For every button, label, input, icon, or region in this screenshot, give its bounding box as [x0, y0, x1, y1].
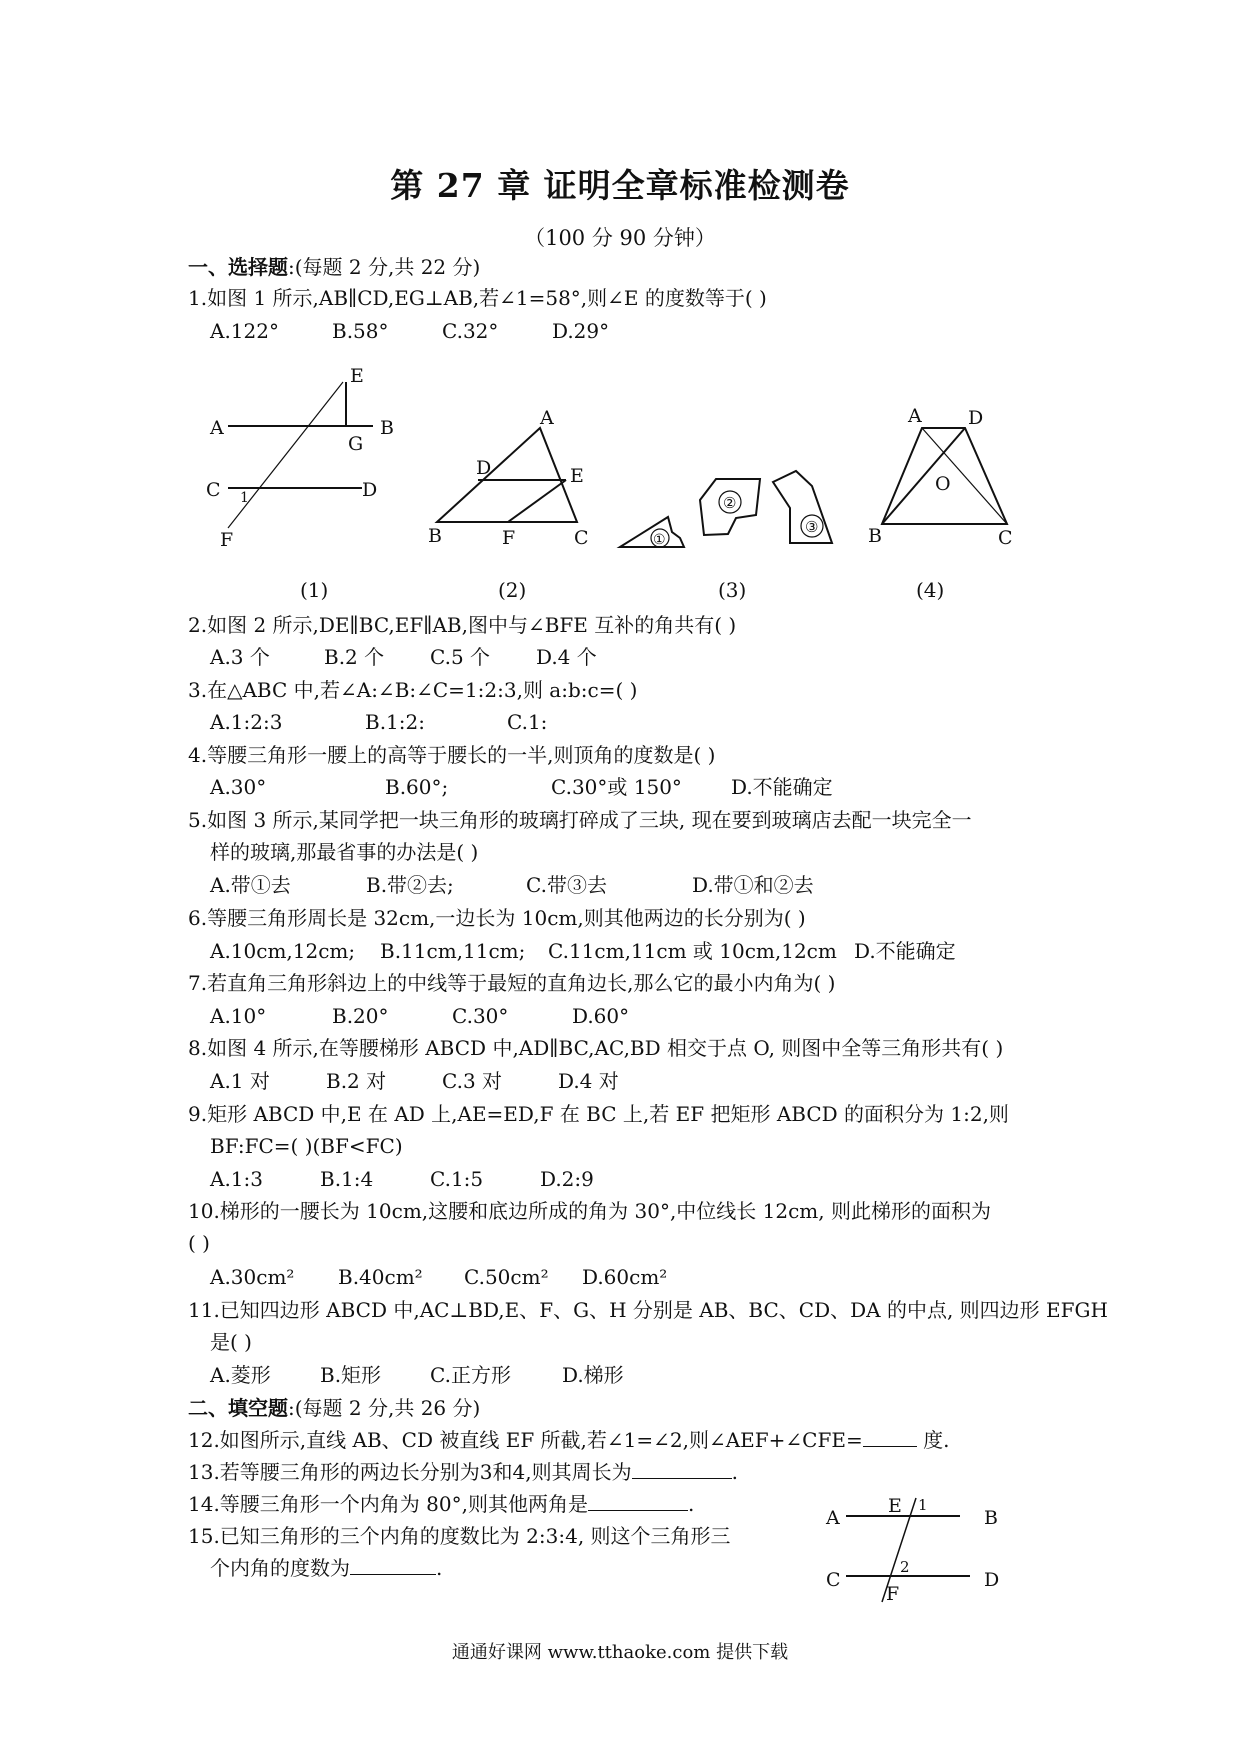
question-10-line-2: ( ) — [188, 1231, 210, 1255]
option-b: B.58° — [332, 319, 389, 343]
fig1-label-c: C — [206, 479, 221, 501]
option-c: C.5 个 — [430, 645, 491, 669]
fig12-label-1: 1 — [918, 1496, 928, 1514]
option-c: C.30°或 150° — [551, 775, 682, 799]
fig4-label-d: D — [968, 407, 984, 429]
question-15-line-2 — [210, 1553, 442, 1583]
question-12-text: 12.如图所示,直线 AB、CD 被直线 EF 所截,若∠1=∠2,则∠AEF+∠CFE= — [188, 1428, 863, 1452]
option-d: D.不能确定 — [731, 775, 833, 799]
answer-blank-12[interactable] — [863, 1426, 917, 1447]
question-2: 2.如图 2 所示,DE∥BC,EF∥AB,图中与∠BFE 互补的角共有( ) — [188, 613, 737, 637]
fig3-label-2: ② — [723, 494, 737, 512]
option-b: B.1:2: — [365, 710, 425, 734]
question-9-line-1: 9.矩形 ABCD 中,E 在 AD 上,AE=ED,F 在 BC 上,若 EF 把矩形 ABCD 的面积分为 1:2,则 — [188, 1102, 1009, 1126]
section-1-heading — [188, 252, 480, 282]
question-8: 8.如图 4 所示,在等腰梯形 ABCD 中,AD∥BC,AC,BD 相交于点 O, 则图中全等三角形共有( ) — [188, 1036, 1004, 1060]
option-c: C.3 对 — [442, 1069, 503, 1093]
fig2-line-ef — [508, 480, 566, 522]
question-9-options — [210, 1164, 594, 1194]
option-d: D.60cm² — [582, 1265, 668, 1289]
fig2-label-e: E — [570, 465, 584, 487]
question-15-tail: . — [436, 1556, 443, 1580]
option-a: A.30° — [210, 775, 267, 799]
answer-blank-14[interactable] — [588, 1490, 688, 1511]
option-b: B.60°; — [385, 775, 449, 799]
question-13-tail: . — [731, 1460, 738, 1484]
fig12-label-a: A — [826, 1507, 840, 1529]
option-b: B.带②去; — [366, 873, 454, 897]
fig3-label-3: ③ — [805, 518, 819, 536]
page-title: 第 27 章 证明全章标准检测卷 — [390, 166, 850, 205]
fig2-label-c: C — [574, 527, 589, 549]
fig4-diagonal-bd — [882, 428, 965, 524]
question-10-options — [210, 1262, 667, 1292]
fig12-label-f: F — [886, 1583, 900, 1605]
option-c: C.正方形 — [430, 1363, 511, 1387]
option-d: D.2:9 — [540, 1167, 594, 1191]
option-d: D.60° — [572, 1004, 630, 1028]
option-b: B.1:4 — [320, 1167, 374, 1191]
option-b: B.20° — [332, 1004, 389, 1028]
fig2-label-a: A — [540, 407, 554, 429]
option-a: A.30cm² — [210, 1265, 295, 1289]
option-d: D.4 对 — [558, 1069, 619, 1093]
option-a: A.1 对 — [210, 1069, 270, 1093]
fig12-label-b: B — [984, 1507, 998, 1529]
section-2-heading — [188, 1393, 480, 1423]
answer-blank-15[interactable] — [350, 1554, 436, 1575]
fig1-label-b: B — [380, 417, 394, 439]
figure-q12 — [820, 1490, 1020, 1620]
fig1-label-e: E — [350, 365, 364, 387]
question-6-options — [210, 936, 956, 966]
fig1-transversal — [228, 382, 343, 528]
option-d: D.梯形 — [562, 1363, 624, 1387]
question-11-options — [210, 1360, 624, 1390]
question-15-text: 个内角的度数为 — [210, 1556, 350, 1580]
option-a: A.菱形 — [210, 1363, 271, 1387]
question-2-options — [210, 642, 597, 672]
section-1-note: :(每题 2 分,共 22 分) — [288, 255, 481, 279]
option-c: C.1:5 — [430, 1167, 484, 1191]
option-c: C.32° — [442, 319, 499, 343]
option-a: A.1:3 — [210, 1167, 263, 1191]
option-b: B.11cm,11cm; — [380, 939, 526, 963]
fig2-label-f: F — [502, 527, 516, 549]
question-12-tail: 度. — [923, 1428, 950, 1452]
figure-4-caption: (4) — [916, 578, 945, 602]
option-a: A.3 个 — [210, 645, 270, 669]
option-b: B.2 对 — [326, 1069, 387, 1093]
question-1-options — [210, 316, 609, 346]
option-d: D.29° — [552, 319, 610, 343]
fig1-label-f: F — [220, 529, 234, 551]
question-5-line-2: 样的玻璃,那最省事的办法是( ) — [210, 840, 479, 864]
fig1-label-d: D — [362, 479, 378, 501]
figures-row — [0, 360, 1240, 580]
question-12 — [188, 1425, 949, 1455]
question-14-tail: . — [687, 1492, 695, 1516]
question-14-text: 14.等腰三角形一个内角为 80°,则其他两角是 — [188, 1492, 588, 1516]
question-8-options — [210, 1066, 619, 1096]
option-a: A.带①去 — [210, 873, 291, 897]
fig2-triangle — [437, 428, 577, 522]
figure-1-caption: (1) — [300, 578, 329, 602]
fig2-label-b: B — [428, 525, 442, 547]
question-3-options — [210, 707, 547, 737]
question-7: 7.若直角三角形斜边上的中线等于最短的直角边长,那么它的最小内角为( ) — [188, 971, 836, 995]
question-5-options — [210, 870, 814, 900]
question-6: 6.等腰三角形周长是 32cm,一边长为 10cm,则其他两边的长分别为( ) — [188, 906, 806, 930]
question-7-options — [210, 1001, 629, 1031]
fig12-label-d: D — [984, 1569, 1000, 1591]
question-5-line-1: 5.如图 3 所示,某同学把一块三角形的玻璃打碎成了三块, 现在要到玻璃店去配一块完全一 — [188, 808, 972, 832]
option-d: D.带①和②去 — [692, 873, 814, 897]
question-13-text: 13.若等腰三角形的两边长分别为3和4,则其周长为 — [188, 1460, 632, 1484]
fig2-label-d: D — [476, 457, 492, 479]
question-11-line-2: 是( ) — [210, 1330, 252, 1354]
option-d: D.4 个 — [536, 645, 597, 669]
fig4-label-c: C — [998, 527, 1013, 549]
option-a: A.1:2:3 — [210, 710, 283, 734]
page-footer: 通通好课网 www.tthaoke.com 提供下载 — [451, 1642, 789, 1663]
fig1-label-1: 1 — [240, 490, 249, 506]
figure-2-caption: (2) — [498, 578, 527, 602]
question-4: 4.等腰三角形一腰上的高等于腰长的一半,则顶角的度数是( ) — [188, 743, 716, 767]
answer-blank-13[interactable] — [632, 1458, 732, 1479]
option-c: C.11cm,11cm 或 10cm,12cm — [548, 939, 837, 963]
fig12-label-c: C — [826, 1569, 841, 1591]
section-2-note: :(每题 2 分,共 26 分) — [288, 1396, 481, 1420]
fig1-label-g: G — [348, 433, 364, 455]
figure-3-caption: (3) — [718, 578, 747, 602]
option-c: C.50cm² — [464, 1265, 549, 1289]
fig4-label-b: B — [868, 525, 882, 547]
section-2-title: 二、填空题 — [188, 1396, 288, 1420]
question-3: 3.在△ABC 中,若∠A:∠B:∠C=1:2:3,则 a:b:c=( ) — [188, 678, 638, 702]
page-subtitle: （100 分 90 分钟） — [524, 226, 716, 250]
option-b: B.40cm² — [338, 1265, 423, 1289]
option-d: D.不能确定 — [854, 939, 956, 963]
fig4-label-o: O — [935, 473, 951, 495]
fig3-label-1: ① — [653, 532, 666, 548]
fig12-label-e: E — [888, 1495, 902, 1517]
question-1: 1.如图 1 所示,AB∥CD,EG⊥AB,若∠1=58°,则∠E 的度数等于( ) — [188, 286, 767, 310]
question-9-line-2: BF:FC=( )(BF<FC) — [210, 1134, 403, 1158]
option-a: A.10° — [210, 1004, 267, 1028]
fig1-label-a: A — [210, 417, 224, 439]
option-b: B.2 个 — [324, 645, 385, 669]
option-c: C.带③去 — [526, 873, 607, 897]
fig12-label-2: 2 — [900, 1558, 910, 1576]
section-1-title: 一、选择题 — [188, 255, 288, 279]
option-a: A.122° — [210, 319, 279, 343]
option-b: B.矩形 — [320, 1363, 382, 1387]
question-13 — [188, 1457, 738, 1487]
question-10-line-1: 10.梯形的一腰长为 10cm,这腰和底边所成的角为 30°,中位线长 12cm, 则此梯形的面积为 — [188, 1199, 991, 1223]
question-11-line-1: 11.已知四边形 ABCD 中,AC⊥BD,E、F、G、H 分别是 AB、BC、CD、DA 的中点, 则四边形 EFGH — [188, 1298, 1108, 1322]
fig4-label-a: A — [908, 405, 922, 427]
option-c: C.1: — [507, 710, 548, 734]
question-4-options — [210, 772, 833, 802]
question-15-line-1: 15.已知三角形的三个内角的度数比为 2:3:4, 则这个三角形三 — [188, 1524, 731, 1548]
option-a: A.10cm,12cm; — [210, 939, 356, 963]
option-c: C.30° — [452, 1004, 509, 1028]
question-14 — [188, 1489, 694, 1519]
